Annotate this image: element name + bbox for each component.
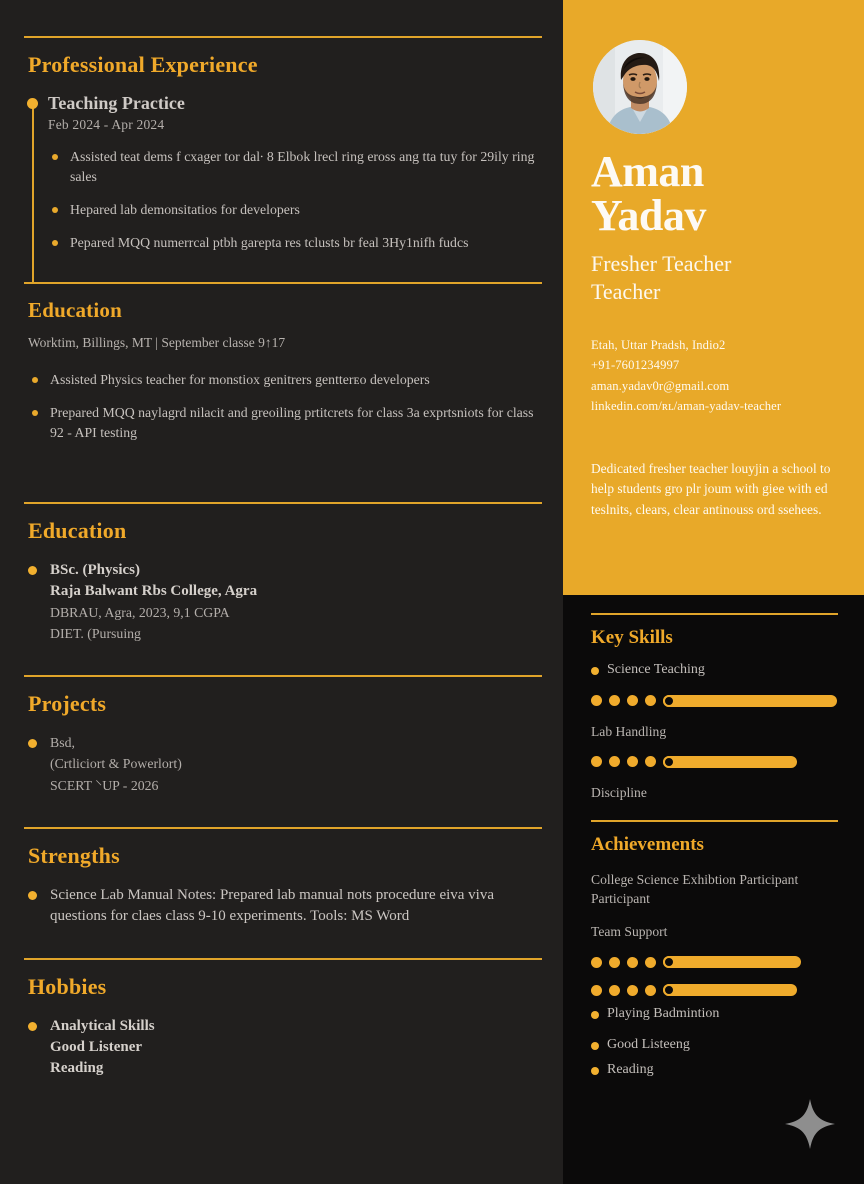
experience-timeline: [24, 92, 541, 282]
meter-dot-icon: [591, 756, 602, 767]
skill-meter-science-teaching: [591, 694, 846, 708]
achievement-meter-2: [591, 983, 846, 997]
spacer: [24, 645, 541, 675]
section-title-achievements: Achievements: [591, 833, 704, 855]
avatar: [593, 40, 687, 134]
contact-location: Etah, Uttar Pradsh, Indio2: [591, 338, 726, 352]
meter-dot-icon: [609, 756, 620, 767]
education-a-meta-wrap: [28, 333, 541, 354]
meter-bar[interactable]: [663, 984, 797, 996]
meter-knob-icon[interactable]: [663, 956, 675, 968]
achievement-text-2: Participant: [591, 890, 650, 906]
contact-linkedin[interactable]: linkedin.com/ʀʟ/aman-yadav-teacher: [591, 399, 782, 414]
education-a-bullet-list: [28, 370, 541, 444]
spacer: [24, 928, 541, 958]
meter-dot-icon: [609, 957, 620, 968]
job-role-primary: Fresher Teacher: [591, 251, 732, 276]
skill-label-lab-handling: Lab Handling: [591, 723, 667, 739]
skills-section: [563, 613, 864, 1080]
spacer: [24, 456, 541, 502]
divider-education-b: [24, 502, 542, 504]
meter-knob-icon[interactable]: [663, 695, 675, 707]
meter-bar[interactable]: [663, 756, 797, 768]
meter-knob-icon[interactable]: [663, 984, 675, 996]
contact-email[interactable]: aman.yadav0r@gmail.com: [591, 378, 730, 393]
hobby-2: Good Listener: [50, 1038, 143, 1055]
contact-phone[interactable]: +91-7601234997: [591, 358, 680, 373]
meter-dot-icon: [591, 695, 602, 706]
achievement-item-listening: Good Listeeng: [591, 1036, 846, 1055]
meter-knob-icon[interactable]: [663, 756, 675, 768]
last-name: Yadav: [591, 191, 706, 240]
achievement-text: College Science Exhibtion Participant: [591, 871, 799, 887]
section-title-hobbies: Hobbies: [28, 973, 107, 999]
strength-text: Science Lab Manual Notes: Prepared lab manual nots procedure eiva viva questions for claes class 9-10 experiments. Tools: MS Word: [50, 887, 495, 925]
sparkle-icon: [784, 1098, 836, 1150]
profile-photo-icon: [593, 40, 687, 134]
list-item: Prepared MQQ naylagrd nilacit and greoiling prtitcrets for class 3a exprtsniots for class 92 - API testing: [28, 403, 541, 444]
experience-bullet-list: [48, 147, 541, 254]
section-title-education-b: Education: [28, 517, 127, 543]
section-title-strengths: Strengths: [28, 843, 120, 869]
projects-list: [28, 733, 541, 797]
skill-label-discipline: Discipline: [591, 784, 647, 800]
experience-dates: Feb 2024 - Apr 2024: [48, 116, 165, 132]
hero-panel: [563, 0, 864, 595]
project-detail: (Crtliciort & Powerlort): [50, 756, 182, 772]
strengths-list: [28, 885, 541, 928]
meter-dot-icon: [591, 957, 602, 968]
project-name: Bsd,: [50, 735, 75, 751]
degree-name: BSc. (Physics): [50, 561, 140, 578]
list-item: [28, 560, 541, 645]
first-name: Aman: [591, 147, 704, 196]
meter-dot-icon: [609, 985, 620, 996]
list-item: [28, 885, 541, 928]
meter-dot-icon: [645, 957, 656, 968]
achievement-line-1: [591, 870, 846, 908]
achievement-item-reading: Reading: [591, 1061, 846, 1080]
divider-experience: [24, 36, 542, 38]
list-item: Assisted Physics teacher for monstiox genitrers gentterᴇᴏ developers: [28, 370, 541, 391]
project-extra: SCERT ⸌UP - 2026: [50, 777, 159, 793]
education-b-list: [28, 560, 541, 645]
meter-dot-icon: [627, 957, 638, 968]
list-item: [28, 733, 541, 797]
divider-key-skills: [591, 613, 838, 615]
education-extra: DIET. (Pursuing: [50, 625, 141, 641]
list-item: [28, 1016, 541, 1080]
meter-dot-icon: [627, 985, 638, 996]
section-title-experience: Professional Experience: [28, 52, 258, 77]
meter-dot-icon: [645, 985, 656, 996]
achievement-item-badminton: Playing Badmintion: [591, 1005, 846, 1024]
education-a-meta: Worktim, Billings, MT | September classe 9↑17: [28, 335, 286, 350]
divider-strengths: [24, 827, 542, 829]
section-title-projects: Projects: [28, 691, 107, 717]
divider-achievements: [591, 820, 838, 822]
education-detail: DBRAU, Agra, 2023, 9,1 CGPA: [50, 604, 230, 620]
experience-role: Teaching Practice: [48, 93, 185, 113]
divider-education-a: [24, 282, 542, 284]
list-item: Hepared lab demonsitatios for developers: [48, 200, 541, 221]
meter-bar[interactable]: [663, 956, 801, 968]
list-item: Assisted teat dems f cxager tor dal∙ 8 Elbok lrecl ring eross ang tta tuy for 29ily ring sales: [48, 147, 541, 188]
school-name: Raja Balwant Rbs College, Agra: [50, 583, 258, 600]
page-title: [591, 147, 846, 240]
meter-dot-icon: [591, 985, 602, 996]
spacer: [24, 797, 541, 827]
divider-hobbies: [24, 958, 542, 960]
meter-dot-icon: [609, 695, 620, 706]
profile-summary: Dedicated fresher teacher louyjin a school to help students gro plr joum with giee with ed teslnits, clears, clear antinouss ord ssehees.: [591, 460, 831, 518]
hobby-3: Reading: [50, 1060, 104, 1077]
skill-meter-lab-handling: [591, 755, 846, 769]
meter-dot-icon: [645, 756, 656, 767]
meter-dot-icon: [627, 756, 638, 767]
hobby-1: Analytical Skills: [50, 1017, 155, 1034]
timeline-dot-icon: [27, 98, 38, 109]
achievement-meter-1: [591, 955, 846, 969]
contact-block: [591, 335, 846, 417]
meter-bar[interactable]: [663, 695, 837, 707]
meter-dot-icon: [645, 695, 656, 706]
list-item: Pepared MQQ numerrcal ptbh garepta res tclusts br feal 3Hy1nifh fudcs: [48, 233, 541, 254]
achievement-team-support: Team Support: [591, 924, 668, 940]
section-title-key-skills: Key Skills: [591, 627, 673, 648]
meter-dot-icon: [627, 695, 638, 706]
section-title-education-a: Education: [28, 298, 122, 322]
right-sidebar: [563, 0, 864, 1184]
skill-item-science-teaching: Science Teaching: [591, 661, 846, 680]
job-role-secondary: Teacher: [591, 278, 661, 304]
divider-projects: [24, 675, 542, 677]
hobbies-list: [28, 1016, 541, 1080]
